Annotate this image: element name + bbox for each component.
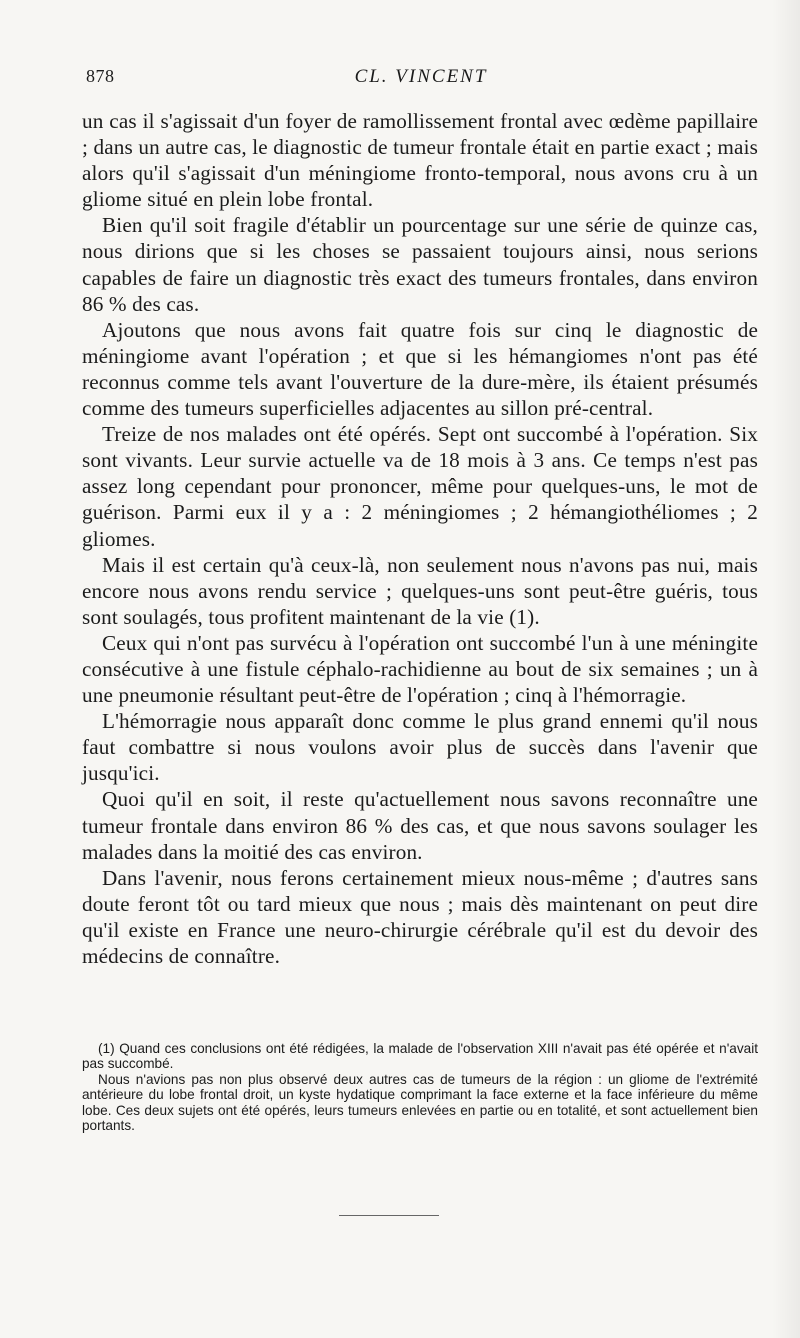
paragraph: Ajoutons que nous avons fait quatre fois sur cinq le diagnostic de méningiome avant l'opération ; et que si les hémangiomes n'ont pas été reconnus comme tels avant l'ouverture de la dure-mère, ils étaient présumés comme des tumeurs superficielles adjacentes au sillon pré-central. <box>82 317 758 421</box>
bottom-divider <box>339 1215 439 1216</box>
footnote: Nous n'avions pas non plus observé deux autres cas de tumeurs de la région : un gliome de l'extrémité antérieure du lobe frontal droit, un kyste hydatique comprimant la face externe et la face inférieure du même lobe. Ces deux sujets ont été opérés, leurs tumeurs enlevées en partie ou en totalité, et sont actuellement bien portants. <box>82 1071 758 1134</box>
paragraph: L'hémorragie nous apparaît donc comme le plus grand ennemi qu'il nous faut combattre si nous voulons avoir plus de succès dans l'avenir que jusqu'ici. <box>82 709 758 786</box>
paragraph: un cas il s'agissait d'un foyer de ramollissement frontal avec œdème papillaire ; dans un autre cas, le diagnostic de tumeur frontale était en partie exact ; mais alors qu'il s'agissait d'un méningiome fronto-temporal, nous avons cru à un gliome situé en plein lobe frontal. <box>82 109 758 212</box>
paragraph: Dans l'avenir, nous ferons certainement mieux nous-même ; d'autres sans doute feront tôt ou tard mieux que nous ; mais dès maintenant on peut dire qu'il existe en France une neuro-chirurgie cérébrale qu'il est du devoir des médecins de connaître. <box>82 865 758 968</box>
running-title: CL. VINCENT <box>354 66 488 87</box>
page-number: 878 <box>86 66 115 86</box>
footnotes <box>82 1041 758 1133</box>
paragraph: Bien qu'il soit fragile d'établir un pourcentage sur une série de quinze cas, nous dirions que si les choses se passaient toujours ainsi, nous serions capables de faire un diagnostic très exact des tumeurs frontales, dans environ 86 % des cas. <box>82 213 758 316</box>
page-header <box>86 66 756 96</box>
body-text <box>82 108 758 969</box>
page-edge-shadow <box>772 0 800 1338</box>
paragraph: Ceux qui n'ont pas survécu à l'opération ont succombé l'un à une méningite consécutive à une fistule céphalo-rachidienne au bout de six semaines ; un à une pneumonie résultant peut-être de l'opération ; cinq à l'hémorragie. <box>82 630 758 708</box>
paragraph: Quoi qu'il en soit, il reste qu'actuellement nous savons reconnaître une tumeur frontale dans environ 86 % des cas, et que nous savons soulager les malades dans la moitié des cas environ. <box>82 787 758 864</box>
footnote: (1) Quand ces conclusions ont été rédigées, la malade de l'observation XIII n'avait pas été opérée et n'avait pas succombé. <box>82 1041 758 1072</box>
paragraph: Mais il est certain qu'à ceux-là, non seulement nous n'avons pas nui, mais encore nous avons rendu service ; quelques-uns sont peut-être guéris, tous sont soulagés, tous profitent maintenant de la vie (1). <box>82 552 758 629</box>
paragraph: Treize de nos malades ont été opérés. Sept ont succombé à l'opération. Six sont vivants. Leur survie actuelle va de 18 mois à 3 ans. Ce temps n'est pas assez long cependant pour prononcer, même pour quelques-uns, le mot de guérison. Parmi eux il y a : 2 méningiomes ; 2 hémangiothéliomes ; 2 gliomes. <box>82 422 758 551</box>
